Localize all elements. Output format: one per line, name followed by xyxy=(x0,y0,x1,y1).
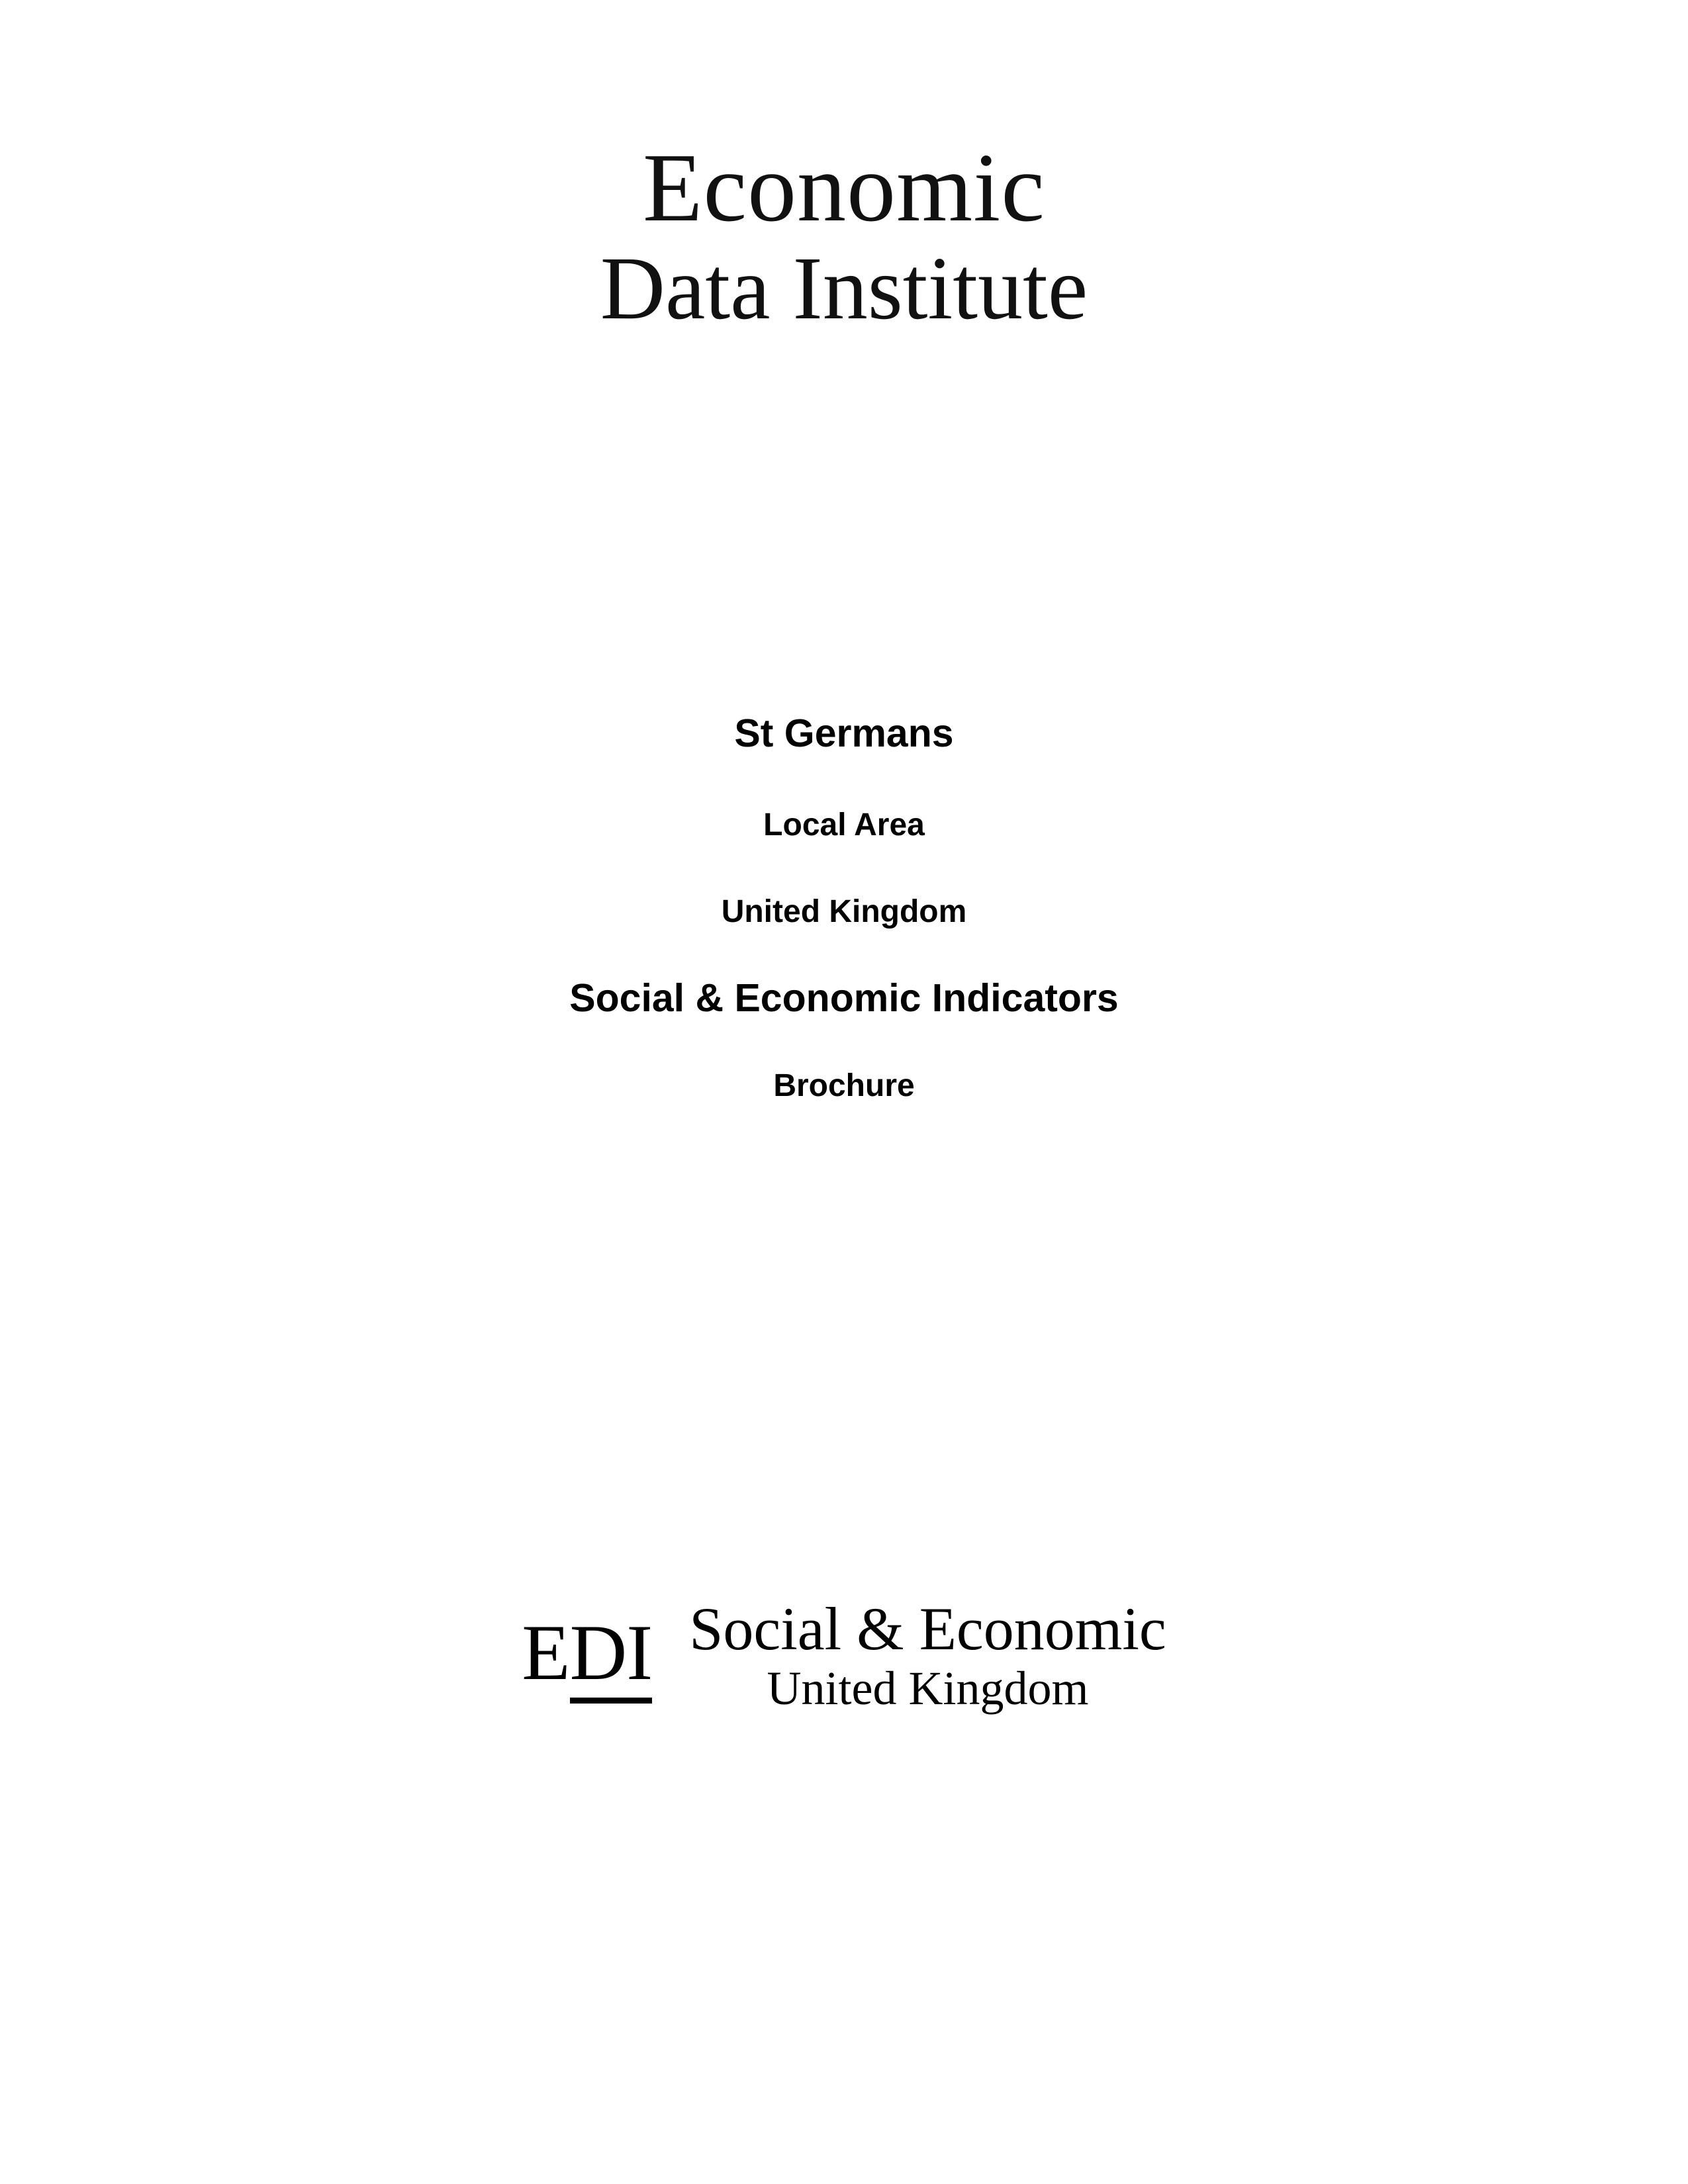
area-type: Local Area xyxy=(763,807,925,842)
edi-letter-i: I xyxy=(626,1608,652,1704)
edi-wordmark-line-1: Social & Economic xyxy=(689,1595,1166,1662)
footer-brand-inner xyxy=(522,1595,1166,1715)
edi-monogram xyxy=(522,1608,653,1698)
masthead-line-1: Economic xyxy=(642,134,1046,242)
cover-title-block xyxy=(0,711,1688,1104)
masthead-logo xyxy=(0,134,1688,338)
edi-letter-d: D xyxy=(570,1608,627,1704)
country-name: United Kingdom xyxy=(721,894,967,930)
footer-brand-logo xyxy=(0,1595,1688,1715)
edi-wordmark-line-2: United Kingdom xyxy=(767,1662,1089,1715)
area-name: St Germans xyxy=(734,711,954,755)
edi-letter-e: E xyxy=(522,1608,570,1696)
report-subject: Social & Economic Indicators xyxy=(569,976,1119,1021)
document-type: Brochure xyxy=(773,1068,915,1104)
edi-wordmark xyxy=(689,1595,1166,1715)
masthead-line-2: Data Institute xyxy=(600,239,1088,338)
